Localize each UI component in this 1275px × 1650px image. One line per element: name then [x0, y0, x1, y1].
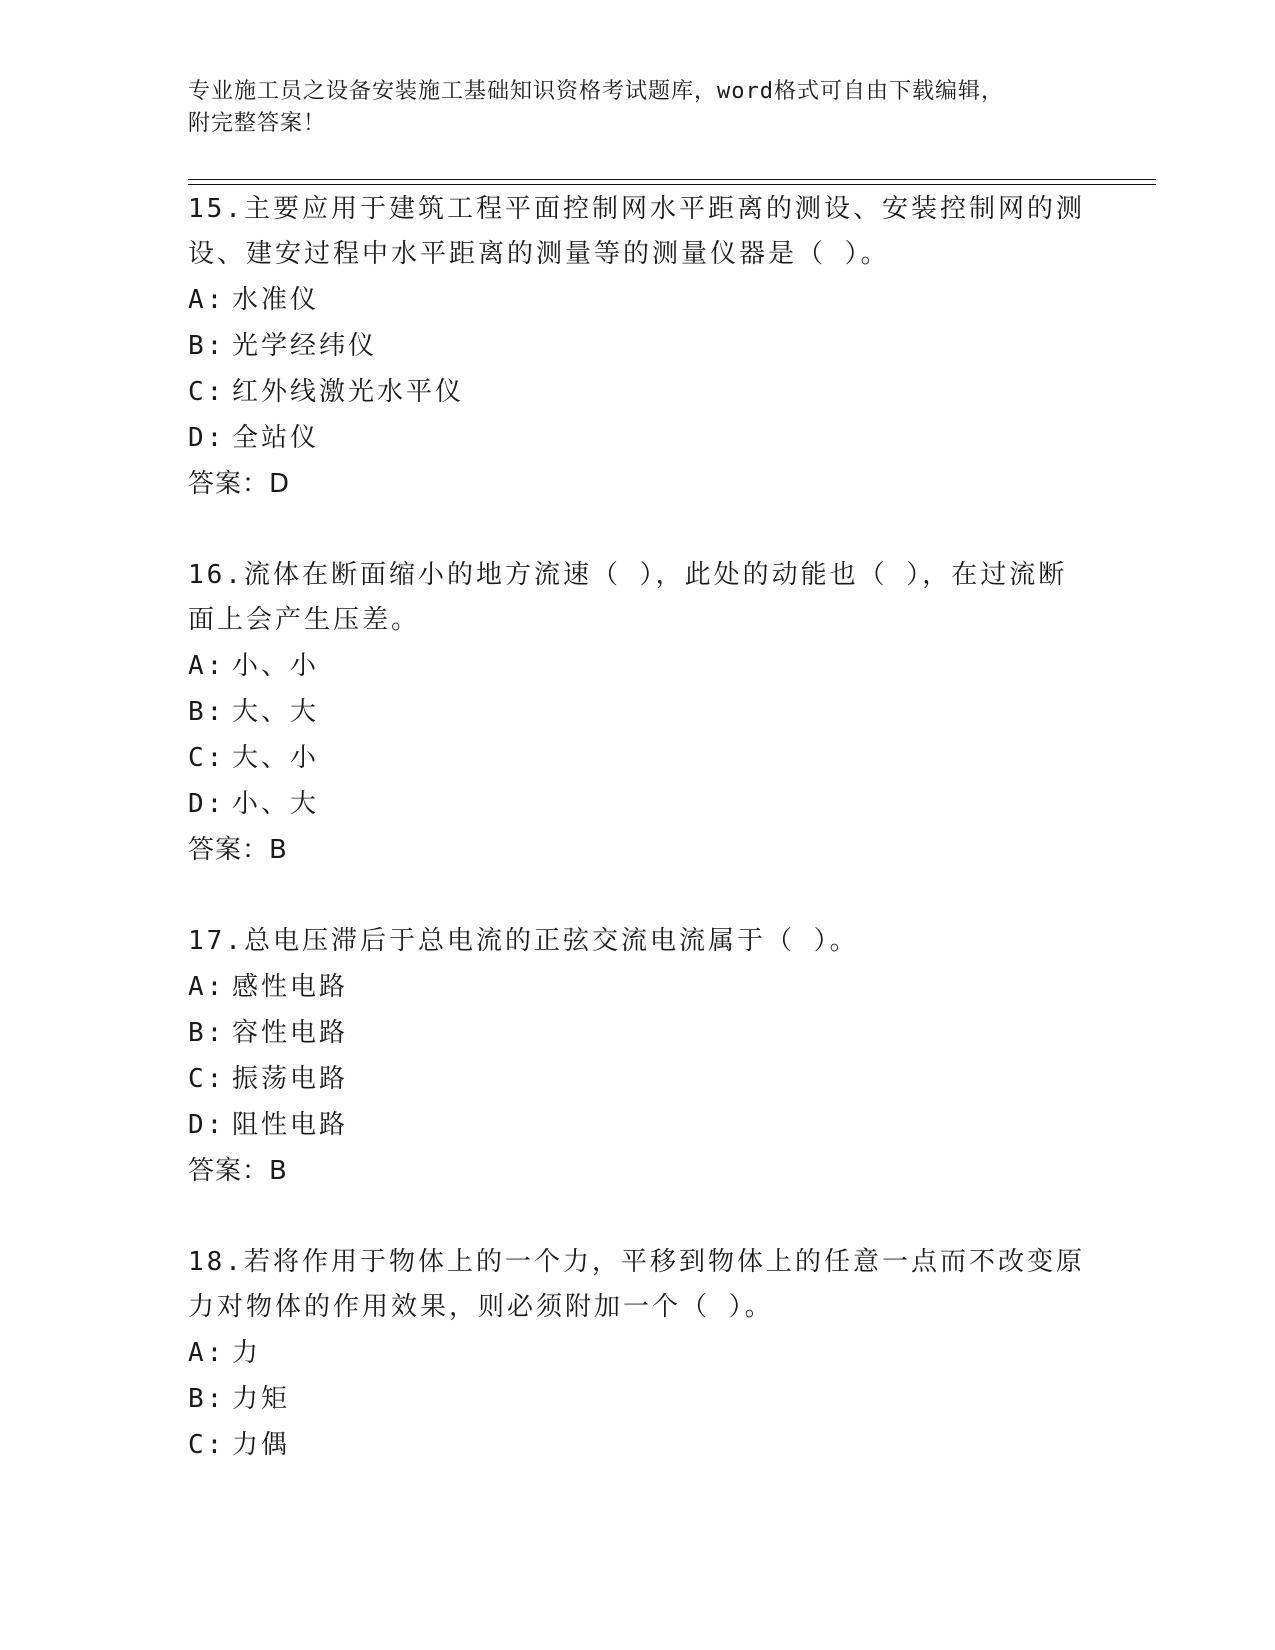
header-divider-top	[188, 179, 1156, 180]
option-letter: D:	[188, 423, 226, 453]
option-letter: A:	[188, 285, 226, 315]
option-text: 小、大	[232, 789, 320, 819]
question-stem	[188, 187, 1088, 277]
question-stem-line: 16.流体在断面缩小的地方流速（ ），此处的动能也（ ），在过流断	[188, 560, 1068, 590]
option-a	[188, 643, 1088, 689]
question-17	[188, 919, 1088, 1194]
option-text: 大、大	[232, 697, 320, 727]
option-letter: B:	[188, 1384, 226, 1414]
question-stem-line: 17.总电压滞后于总电流的正弦交流电流属于（ ）。	[188, 926, 859, 956]
option-a	[188, 277, 1088, 323]
option-text: 大、小	[232, 743, 320, 773]
option-letter: C:	[188, 743, 226, 773]
option-letter: B:	[188, 697, 226, 727]
header-line-2: 附完整答案！	[188, 111, 327, 136]
option-letter: C:	[188, 1430, 226, 1460]
option-c	[188, 1422, 1088, 1468]
answer-line: 答案：B	[188, 1156, 288, 1186]
option-b	[188, 1376, 1088, 1422]
option-letter: B:	[188, 1018, 226, 1048]
answer-line: 答案：B	[188, 835, 288, 865]
header-line-1: 专业施工员之设备安装施工基础知识资格考试题库，word格式可自由下载编辑，	[188, 79, 1004, 104]
option-text: 全站仪	[232, 423, 320, 453]
option-c	[188, 1056, 1088, 1102]
question-stem-line: 18.若将作用于物体上的一个力，平移到物体上的任意一点而不改变原	[188, 1247, 1085, 1277]
option-text: 红外线激光水平仪	[232, 377, 465, 407]
question-stem-line: 力对物体的作用效果，则必须附加一个（ ）。	[188, 1292, 774, 1322]
option-text: 水准仪	[232, 285, 320, 315]
option-b	[188, 689, 1088, 735]
question-stem	[188, 919, 1088, 964]
question-stem-line: 面上会产生压差。	[188, 605, 421, 635]
option-letter: C:	[188, 1064, 226, 1094]
question-stem-line: 15.主要应用于建筑工程平面控制网水平距离的测设、安装控制网的测	[188, 194, 1085, 224]
option-letter: B:	[188, 331, 226, 361]
option-text: 振荡电路	[232, 1064, 349, 1094]
option-text: 力矩	[232, 1384, 291, 1414]
option-text: 感性电路	[232, 972, 349, 1002]
option-text: 小、小	[232, 651, 320, 681]
option-b	[188, 323, 1088, 369]
header-divider-bottom	[188, 184, 1156, 185]
option-letter: C:	[188, 377, 226, 407]
option-a	[188, 1330, 1088, 1376]
option-text: 力	[232, 1338, 262, 1368]
answer-line: 答案：D	[188, 469, 291, 499]
question-18	[188, 1240, 1088, 1468]
option-d	[188, 781, 1088, 827]
option-text: 阻性电路	[232, 1110, 349, 1140]
option-c	[188, 735, 1088, 781]
option-b	[188, 1010, 1088, 1056]
option-a	[188, 964, 1088, 1010]
option-text: 力偶	[232, 1430, 291, 1460]
question-stem	[188, 1240, 1088, 1330]
option-letter: D:	[188, 789, 226, 819]
option-letter: D:	[188, 1110, 226, 1140]
option-c	[188, 369, 1088, 415]
option-text: 容性电路	[232, 1018, 349, 1048]
option-letter: A:	[188, 972, 226, 1002]
question-16	[188, 553, 1088, 873]
question-stem-line: 设、建安过程中水平距离的测量等的测量仪器是（ ）。	[188, 239, 890, 269]
option-d	[188, 415, 1088, 461]
document-header	[188, 76, 1088, 140]
option-text: 光学经纬仪	[232, 331, 378, 361]
option-letter: A:	[188, 651, 226, 681]
question-stem	[188, 553, 1088, 643]
option-letter: A:	[188, 1338, 226, 1368]
question-15	[188, 187, 1088, 507]
option-d	[188, 1102, 1088, 1148]
